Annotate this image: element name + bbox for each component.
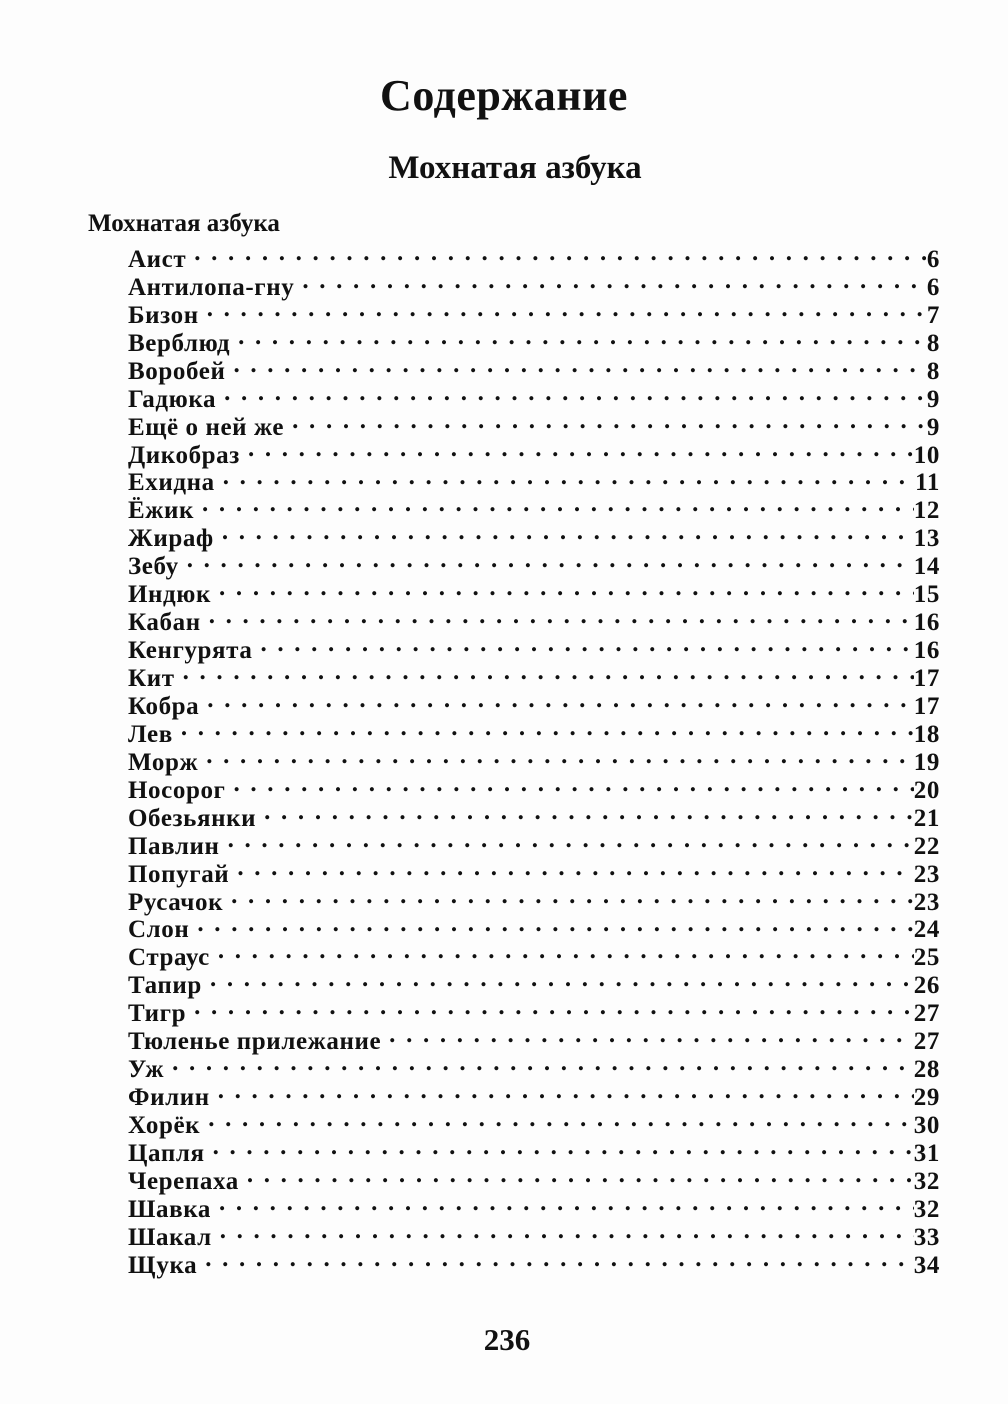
dot-leader <box>218 937 914 965</box>
toc-entry-title: Антилопа-гну <box>128 273 295 301</box>
toc-entry[interactable] <box>128 1161 940 1195</box>
dot-leader <box>223 463 915 491</box>
dot-leader <box>233 351 926 379</box>
toc-entry[interactable] <box>128 714 940 748</box>
dot-leader <box>237 854 913 882</box>
toc-entry[interactable] <box>128 993 940 1028</box>
dot-leader <box>172 1049 914 1077</box>
toc-entry[interactable] <box>128 937 940 972</box>
toc-entry-page-number: 8 <box>926 357 940 385</box>
toc-entry[interactable] <box>128 574 940 609</box>
dot-leader <box>210 965 914 993</box>
toc-entry[interactable] <box>128 546 940 581</box>
toc-entry[interactable] <box>128 882 940 916</box>
toc-entry-page-number: 15 <box>913 581 940 609</box>
toc-entry[interactable] <box>128 435 940 469</box>
dot-leader <box>207 295 926 323</box>
page-title: Содержание <box>380 71 628 120</box>
toc-entry-page-number: 6 <box>926 273 940 301</box>
dot-leader <box>183 658 914 686</box>
dot-leader <box>205 1245 914 1273</box>
toc-entry-title: Хорёк <box>128 1112 201 1139</box>
toc-entry-page-number: 26 <box>913 972 940 1000</box>
toc-entry[interactable] <box>128 826 940 860</box>
toc-entry-title: Русачок <box>128 888 224 916</box>
toc-entry-title: Воробей <box>128 357 226 385</box>
toc-entry-page-number: 13 <box>913 525 940 553</box>
toc-entry-page-number: 34 <box>913 1251 940 1279</box>
toc-entry-title: Лев <box>128 720 173 748</box>
toc-entry[interactable] <box>128 854 940 888</box>
toc-entry-title: Ехидна <box>128 469 215 497</box>
toc-entry-title: Уж <box>128 1056 165 1084</box>
toc-entry-title: Дикобраз <box>128 441 240 469</box>
toc-entry-page-number: 21 <box>913 804 940 832</box>
toc-entry-title: Кенгурята <box>128 637 253 665</box>
dot-leader <box>219 574 914 602</box>
toc-entry-title: Гадюка <box>128 385 217 413</box>
toc-entry[interactable] <box>128 630 940 665</box>
toc-entry-title: Ёжик <box>128 497 195 525</box>
dot-leader <box>187 546 914 574</box>
toc-entry-title: Ещё о ней же <box>128 413 285 441</box>
dot-leader <box>248 435 914 463</box>
dot-leader <box>302 267 926 295</box>
toc-entry-page-number: 27 <box>913 1028 940 1056</box>
toc-entry[interactable] <box>128 910 940 944</box>
toc-entry[interactable] <box>128 742 940 776</box>
toc-entry-title: Тюленье прилежание <box>128 1028 382 1056</box>
toc-entry[interactable] <box>128 295 940 329</box>
toc-entry-title: Шакал <box>128 1223 212 1251</box>
toc-entry[interactable] <box>128 1217 940 1251</box>
toc-entry-title: Кабан <box>128 609 201 637</box>
toc-entry-title: Тигр <box>128 1000 187 1028</box>
toc-entry-page-number: 16 <box>913 609 940 637</box>
toc-entry-title: Черепаха <box>128 1167 239 1195</box>
toc-entry-title: Попугай <box>128 860 230 888</box>
dot-leader <box>238 323 926 351</box>
toc-entry-page-number: 23 <box>913 888 940 916</box>
dot-leader <box>264 798 914 826</box>
toc-entry[interactable] <box>128 518 940 553</box>
dot-leader <box>208 1105 914 1133</box>
toc-entry-title: Морж <box>128 748 199 776</box>
toc-entry[interactable] <box>128 1133 940 1167</box>
toc-entry-title: Обезьянки <box>128 804 257 832</box>
toc-entry-page-number: 9 <box>926 413 940 441</box>
toc-entry[interactable] <box>128 658 940 692</box>
toc-entry[interactable] <box>128 1105 940 1139</box>
dot-leader <box>247 1161 914 1189</box>
toc-entry[interactable] <box>128 267 940 301</box>
toc-entry[interactable] <box>128 407 940 441</box>
dot-leader <box>194 239 926 267</box>
toc-entry-page-number: 10 <box>913 441 940 469</box>
toc-entry-title: Индюк <box>128 581 212 609</box>
toc-entry[interactable] <box>128 490 940 525</box>
toc-entry-page-number: 33 <box>913 1223 940 1251</box>
toc-entry-title: Зебу <box>128 553 179 581</box>
toc-entry-title: Страус <box>128 944 210 972</box>
toc-entry-page-number: 9 <box>926 385 940 413</box>
toc-entry-page-number: 25 <box>913 944 940 972</box>
toc-entry-page-number: 17 <box>913 665 940 692</box>
toc-entry[interactable] <box>128 1049 940 1084</box>
toc-entry-title: Кит <box>128 665 175 692</box>
toc-entry-page-number: 18 <box>913 720 940 748</box>
dot-leader <box>260 630 913 658</box>
book-subtitle: Мохнатая азбука <box>388 150 642 186</box>
dot-leader <box>220 1217 914 1245</box>
toc-entry-page-number: 28 <box>913 1056 940 1084</box>
dot-leader <box>181 714 914 742</box>
toc-entry[interactable] <box>128 323 940 357</box>
toc-entry[interactable] <box>128 1245 940 1279</box>
toc-entry[interactable] <box>128 1189 940 1223</box>
toc-entry-title: Щука <box>128 1251 198 1279</box>
toc-entry-page-number: 32 <box>913 1195 940 1223</box>
toc-entry-page-number: 17 <box>913 692 940 720</box>
table-of-contents <box>128 239 940 1279</box>
toc-entry-title: Бизон <box>128 301 199 329</box>
toc-entry[interactable] <box>128 239 940 273</box>
toc-entry-title: Павлин <box>128 832 220 860</box>
toc-entry-page-number: 19 <box>913 748 940 776</box>
toc-entry[interactable] <box>128 965 940 1000</box>
toc-entry-page-number: 12 <box>913 497 940 525</box>
toc-entry[interactable] <box>128 463 940 497</box>
toc-entry-title: Кобра <box>128 692 200 720</box>
toc-entry-title: Жираф <box>128 525 214 553</box>
section-heading: Мохнатая азбука <box>88 210 280 237</box>
dot-leader <box>197 910 913 938</box>
toc-entry-title: Аист <box>128 245 187 273</box>
toc-entry[interactable] <box>128 770 940 804</box>
toc-entry-page-number: 6 <box>926 245 940 273</box>
toc-entry-page-number: 8 <box>926 329 940 357</box>
toc-entry-title: Шавка <box>128 1195 211 1223</box>
dot-leader <box>234 770 914 798</box>
dot-leader <box>202 490 914 518</box>
page-number: 236 <box>483 1322 531 1357</box>
toc-entry-page-number: 32 <box>913 1167 940 1195</box>
toc-entry-page-number: 30 <box>913 1112 940 1139</box>
dot-leader <box>213 1133 914 1161</box>
toc-entry-page-number: 31 <box>913 1139 940 1167</box>
toc-entry[interactable] <box>128 1021 940 1056</box>
toc-entry-page-number: 29 <box>913 1084 940 1112</box>
dot-leader <box>206 742 914 770</box>
toc-entry[interactable] <box>128 798 940 832</box>
toc-entry-title: Носорог <box>128 776 226 804</box>
toc-entry-page-number: 24 <box>913 916 940 944</box>
dot-leader <box>389 1021 914 1049</box>
dot-leader <box>207 686 914 714</box>
dot-leader <box>219 1189 914 1217</box>
toc-entry-page-number: 11 <box>915 469 940 497</box>
toc-entry-page-number: 27 <box>913 1000 940 1028</box>
toc-entry[interactable] <box>128 1077 940 1112</box>
dot-leader <box>209 602 914 630</box>
dot-leader <box>194 993 914 1021</box>
toc-entry-page-number: 20 <box>913 776 940 804</box>
toc-entry[interactable] <box>128 686 940 720</box>
dot-leader <box>222 518 914 546</box>
toc-entry-title: Слон <box>128 916 190 944</box>
toc-entry-title: Верблюд <box>128 329 231 357</box>
toc-entry[interactable] <box>128 379 940 413</box>
toc-entry-title: Цапля <box>128 1139 205 1167</box>
dot-leader <box>228 826 914 854</box>
toc-entry[interactable] <box>128 351 940 385</box>
toc-entry-page-number: 22 <box>913 832 940 860</box>
toc-entry-title: Филин <box>128 1084 210 1112</box>
toc-entry-page-number: 16 <box>913 637 940 665</box>
dot-leader <box>292 407 926 435</box>
toc-entry-page-number: 7 <box>926 301 940 329</box>
dot-leader <box>231 882 914 910</box>
toc-entry-page-number: 23 <box>913 860 940 888</box>
dot-leader <box>218 1077 914 1105</box>
toc-entry-page-number: 14 <box>913 553 940 581</box>
dot-leader <box>224 379 926 407</box>
toc-entry-title: Тапир <box>128 972 202 1000</box>
toc-entry[interactable] <box>128 602 940 637</box>
